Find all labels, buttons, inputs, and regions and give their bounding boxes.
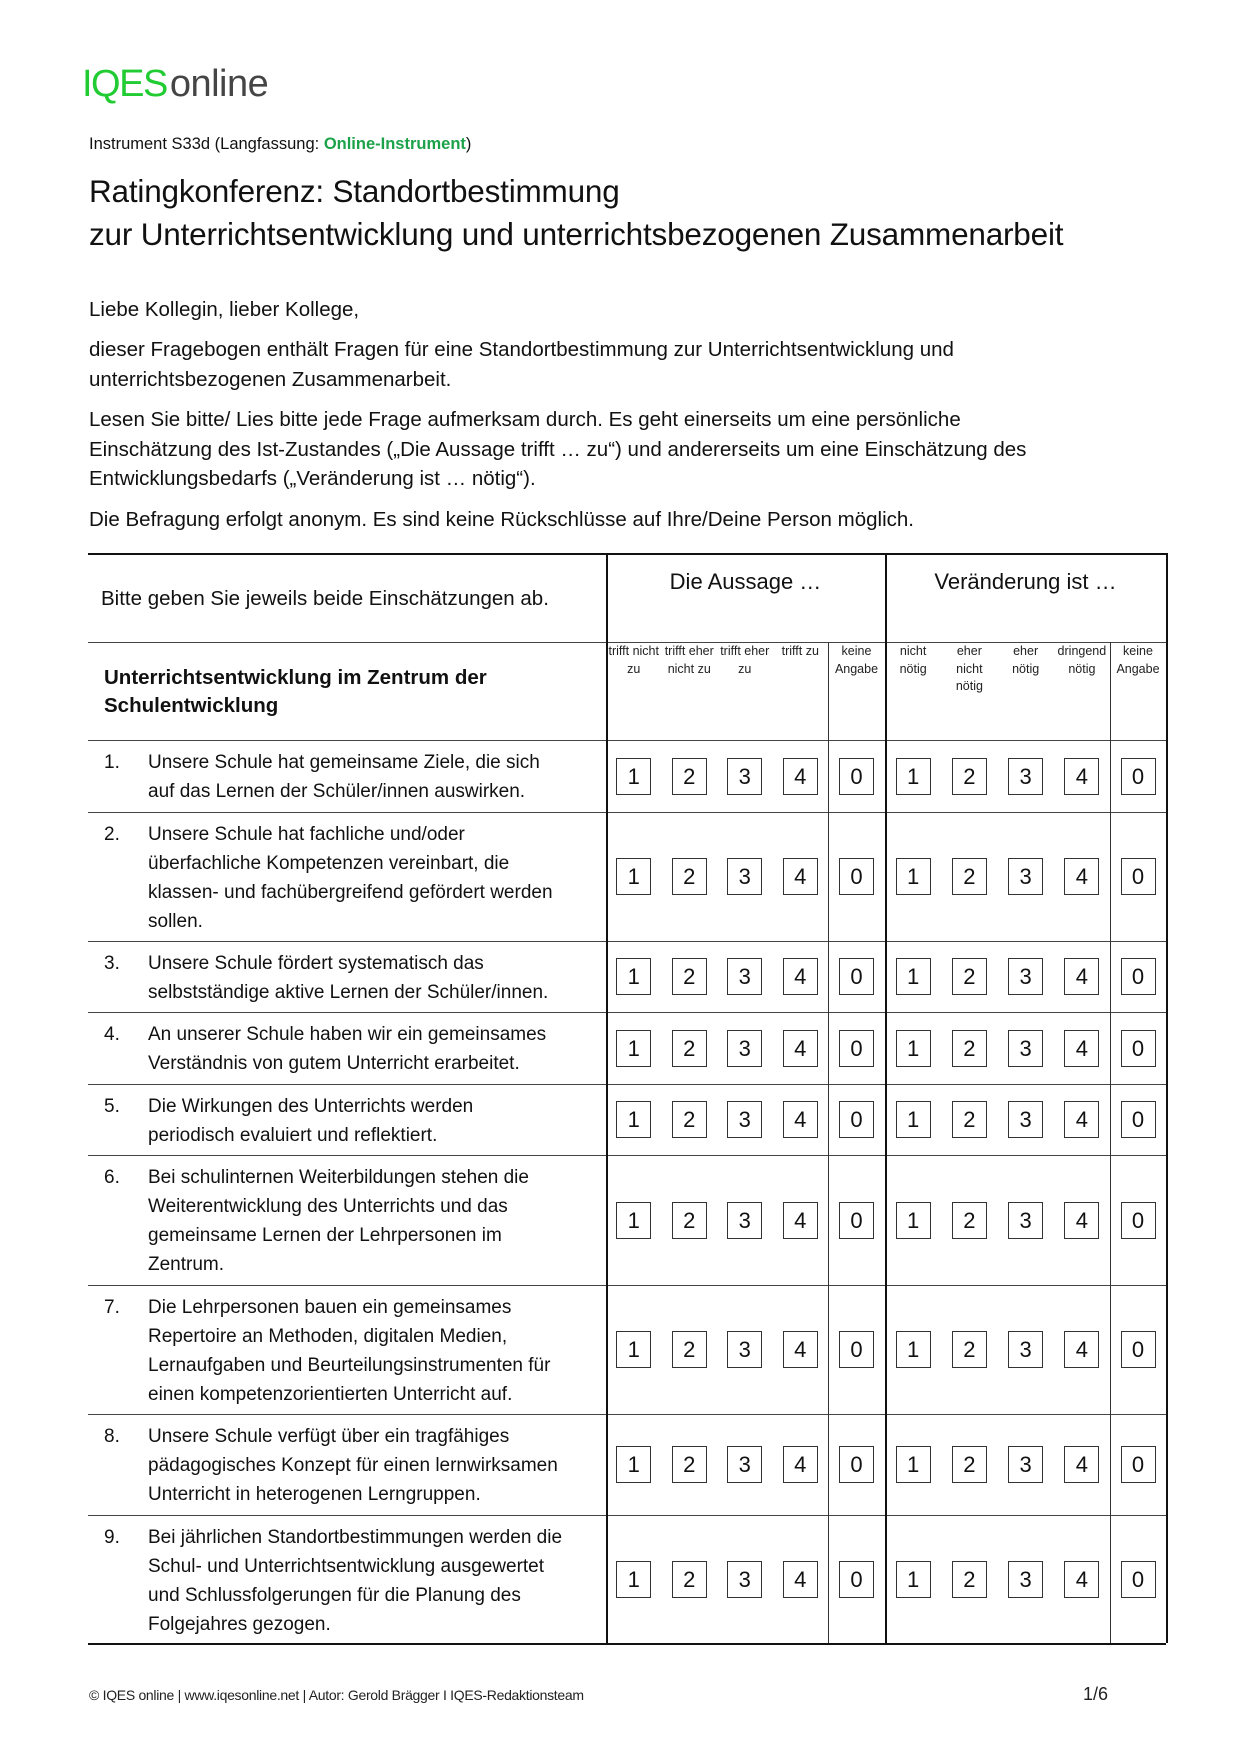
column-divider (828, 642, 829, 1643)
veraenderung-option-checkbox[interactable]: 3 (1008, 758, 1043, 795)
aussage-option-checkbox[interactable]: 0 (839, 1331, 874, 1368)
aussage-option-checkbox[interactable]: 3 (727, 858, 762, 895)
table-rule (88, 740, 1166, 741)
question-text (148, 1523, 598, 1639)
question-number: 1. (104, 752, 120, 773)
veraenderung-option-checkbox[interactable]: 1 (896, 1101, 931, 1138)
table-rule (88, 941, 1166, 942)
veraenderung-option-checkbox[interactable]: 1 (896, 1446, 931, 1483)
aussage-option-checkbox[interactable]: 3 (727, 1446, 762, 1483)
veraenderung-option-checkbox[interactable]: 1 (896, 958, 931, 995)
table-rule (88, 553, 1166, 555)
column-label-line (885, 678, 941, 696)
veraenderung-option-checkbox[interactable]: 4 (1064, 1561, 1099, 1598)
aussage-option-checkbox[interactable]: 2 (672, 958, 707, 995)
aussage-option-checkbox[interactable]: 2 (672, 1561, 707, 1598)
instrument-type: Online-Instrument (323, 135, 466, 153)
question-number: 4. (104, 1024, 120, 1045)
question-text-line: Zentrum. (148, 1254, 225, 1275)
aussage-option-checkbox[interactable]: 0 (839, 1202, 874, 1239)
table-rule (88, 1285, 1166, 1286)
question-text (148, 748, 598, 806)
column-label-line: Angabe (1116, 661, 1160, 676)
veraenderung-option-checkbox[interactable]: 2 (952, 1561, 987, 1598)
column-label-line: nicht (899, 644, 927, 658)
veraenderung-option-checkbox[interactable]: 0 (1121, 1101, 1156, 1138)
question-number: 5. (104, 1096, 120, 1117)
group-title-aussage: Die Aussage … (669, 569, 822, 594)
aussage-option-checkbox[interactable]: 4 (783, 858, 818, 895)
veraenderung-option-checkbox[interactable]: 1 (896, 1331, 931, 1368)
column-label-line: eher (956, 644, 982, 658)
veraenderung-option-checkbox[interactable]: 4 (1064, 1101, 1099, 1138)
aussage-option-checkbox[interactable]: 1 (616, 858, 651, 895)
column-divider (1110, 642, 1111, 1643)
question-text (148, 1422, 598, 1509)
question-text-line: auf das Lernen der Schüler/innen auswirken. (148, 781, 526, 802)
veraenderung-option-checkbox[interactable]: 3 (1008, 1561, 1043, 1598)
table-rule (88, 1155, 1166, 1156)
veraenderung-option-checkbox[interactable]: 1 (896, 1202, 931, 1239)
intro-p1-line: unterrichtsbezogenen Zusammenarbeit. (89, 367, 452, 391)
column-label-line: Angabe (834, 661, 879, 676)
question-text (148, 1293, 598, 1409)
veraenderung-option-checkbox[interactable]: 2 (952, 958, 987, 995)
question-text-line: Lernaufgaben und Beurteilungsinstrumenten für (148, 1355, 551, 1376)
column-label-line: nicht zu (667, 661, 711, 676)
aussage-option-checkbox[interactable]: 4 (783, 958, 818, 995)
question-text-line: Weiterentwicklung des Unterrichts und das (148, 1196, 508, 1217)
column-label-line: nötig (1012, 661, 1040, 676)
question-text-line: pädagogisches Konzept für einen lernwirksamen (148, 1455, 558, 1476)
aussage-option-checkbox[interactable]: 4 (783, 1202, 818, 1239)
column-label-line: keine (1123, 644, 1153, 658)
question-text-line: überfachliche Kompetenzen vereinbart, die (148, 853, 510, 874)
question-text (148, 1163, 598, 1279)
column-divider (885, 553, 887, 1643)
column-label-line: trifft nicht (608, 644, 659, 658)
question-number: 7. (104, 1297, 120, 1318)
aussage-option-checkbox[interactable]: 2 (672, 1202, 707, 1239)
column-label-line (998, 678, 1054, 696)
question-text-line: klassen- und fachübergreifend gefördert werden (148, 882, 553, 903)
column-label-line (1054, 678, 1110, 696)
question-text (148, 820, 598, 936)
veraenderung-option-checkbox[interactable]: 3 (1008, 958, 1043, 995)
instrument-prefix: Instrument S33d (Langfassung: (89, 135, 324, 153)
aussage-option-checkbox[interactable]: 0 (839, 758, 874, 795)
veraenderung-option-checkbox[interactable]: 0 (1121, 1202, 1156, 1239)
iqes-online-logo (82, 62, 268, 106)
intro-p2-line: Lesen Sie bitte/ Lies bitte jede Frage aufmerksam durch. Es geht einerseits um eine persönliche (89, 408, 961, 431)
intro-p2-line: Einschätzung des Ist-Zustandes („Die Aussage trifft … zu“) und andererseits um eine Einschätzung des (89, 437, 1027, 461)
rating-column-label (829, 643, 885, 678)
question-text-line: einen kompetenzorientierten Unterricht auf. (148, 1384, 513, 1405)
veraenderung-option-checkbox[interactable]: 2 (952, 1446, 987, 1483)
question-text (148, 949, 598, 1007)
aussage-option-checkbox[interactable]: 1 (616, 958, 651, 995)
aussage-option-checkbox[interactable]: 0 (839, 1101, 874, 1138)
rating-column-label (717, 643, 773, 678)
aussage-option-checkbox[interactable]: 2 (672, 758, 707, 795)
aussage-option-checkbox[interactable]: 0 (839, 1030, 874, 1067)
column-label-line (772, 661, 828, 679)
question-text-line: Bei schulinternen Weiterbildungen stehen die (148, 1167, 529, 1188)
intro-p1-line: dieser Fragebogen enthält Fragen für eine Standortbestimmung zur Unterrichtsentwicklung und (89, 338, 954, 361)
aussage-option-checkbox[interactable]: 4 (783, 1101, 818, 1138)
intro-paragraph-2 (89, 405, 1179, 494)
question-text-line: Folgejahres gezogen. (148, 1614, 331, 1635)
section-title-line: Schulentwicklung (104, 694, 279, 717)
veraenderung-option-checkbox[interactable]: 2 (952, 858, 987, 895)
aussage-option-checkbox[interactable]: 4 (783, 1030, 818, 1067)
group-title-veraenderung: Veränderung ist … (934, 569, 1117, 594)
table-rule (88, 1084, 1166, 1085)
instrument-suffix: ) (465, 135, 472, 153)
aussage-option-checkbox[interactable]: 4 (783, 758, 818, 795)
column-label-line: zu (627, 661, 641, 676)
veraenderung-option-checkbox[interactable]: 3 (1008, 1202, 1043, 1239)
question-text (148, 1020, 598, 1078)
question-number: 6. (104, 1167, 120, 1188)
question-text-line: Schul- und Unterrichtsentwicklung ausgewertet (148, 1556, 545, 1577)
veraenderung-option-checkbox[interactable]: 1 (896, 758, 931, 795)
aussage-option-checkbox[interactable]: 1 (616, 1101, 651, 1138)
question-text-line: periodisch evaluiert und reflektiert. (148, 1125, 438, 1146)
aussage-option-checkbox[interactable]: 0 (839, 1561, 874, 1598)
question-number: 2. (104, 824, 120, 845)
veraenderung-option-checkbox[interactable]: 4 (1064, 958, 1099, 995)
table-rule (88, 1414, 1166, 1415)
rating-column-label (998, 643, 1054, 696)
aussage-option-checkbox[interactable]: 4 (783, 1331, 818, 1368)
intro-paragraph-3: Die Befragung erfolgt anonym. Es sind keine Rückschlüsse auf Ihre/Deine Person möglich. (89, 508, 914, 531)
aussage-option-checkbox[interactable]: 3 (727, 1030, 762, 1067)
instruction-text: Bitte geben Sie jeweils beide Einschätzungen ab. (101, 587, 549, 610)
veraenderung-option-checkbox[interactable]: 1 (896, 1030, 931, 1067)
veraenderung-option-checkbox[interactable]: 4 (1064, 758, 1099, 795)
footer-text: © IQES online | www.iqesonline.net | Autor: Gerold Brägger I IQES-Redaktionsteam (89, 1687, 584, 1703)
aussage-option-checkbox[interactable]: 3 (727, 958, 762, 995)
aussage-option-checkbox[interactable]: 3 (727, 758, 762, 795)
aussage-option-checkbox[interactable]: 2 (672, 1331, 707, 1368)
column-label-line: nicht (956, 661, 983, 676)
logo-online: online (169, 63, 269, 105)
veraenderung-option-checkbox[interactable]: 3 (1008, 1446, 1043, 1483)
column-label-line: nötig (955, 679, 983, 693)
question-text-line: Unsere Schule hat gemeinsame Ziele, die sich (148, 752, 540, 773)
question-text-line: Unsere Schule hat fachliche und/oder (148, 824, 465, 845)
column-label-line: zu (738, 661, 752, 676)
rating-column-label (661, 643, 717, 678)
aussage-option-checkbox[interactable]: 2 (672, 1101, 707, 1138)
veraenderung-option-checkbox[interactable]: 0 (1121, 758, 1156, 795)
question-text-line: An unserer Schule haben wir ein gemeinsames (148, 1024, 547, 1045)
aussage-option-checkbox[interactable]: 1 (616, 1030, 651, 1067)
title-line-1: Ratingkonferenz: Standortbestimmung (89, 173, 620, 209)
column-label-line: dringend (1057, 644, 1107, 658)
column-label-line: nötig (1068, 661, 1096, 676)
veraenderung-option-checkbox[interactable]: 0 (1121, 1561, 1156, 1598)
rating-table (88, 553, 1166, 1643)
question-text-line: sollen. (148, 911, 203, 932)
veraenderung-option-checkbox[interactable]: 3 (1008, 858, 1043, 895)
rating-column-label (885, 643, 941, 696)
page-title (89, 170, 1063, 256)
table-rule (88, 1643, 1166, 1645)
column-label-line: trifft eher (664, 644, 714, 658)
rating-column-label (772, 643, 828, 678)
veraenderung-option-checkbox[interactable]: 4 (1064, 1030, 1099, 1067)
veraenderung-option-checkbox[interactable]: 0 (1121, 1446, 1156, 1483)
column-label-line: eher (1013, 644, 1039, 658)
question-text-line: und Schlussfolgerungen für die Planung des (148, 1585, 521, 1606)
aussage-option-checkbox[interactable]: 1 (616, 1446, 651, 1483)
column-divider (606, 553, 608, 1643)
question-number: 3. (104, 953, 120, 974)
greeting: Liebe Kollegin, lieber Kollege, (89, 298, 360, 321)
veraenderung-option-checkbox[interactable]: 2 (952, 1030, 987, 1067)
veraenderung-option-checkbox[interactable]: 4 (1064, 1331, 1099, 1368)
question-text-line: Unterricht in heterogenen Lerngruppen. (148, 1484, 481, 1505)
table-rule (88, 812, 1166, 813)
veraenderung-option-checkbox[interactable]: 4 (1064, 858, 1099, 895)
veraenderung-option-checkbox[interactable]: 0 (1121, 958, 1156, 995)
veraenderung-option-checkbox[interactable]: 2 (952, 1202, 987, 1239)
veraenderung-option-checkbox[interactable]: 0 (1121, 858, 1156, 895)
question-text-line: Bei jährlichen Standortbestimmungen werden die (148, 1527, 563, 1548)
intro-p2-line: Entwicklungsbedarfs („Veränderung ist … nötig“). (89, 467, 536, 490)
column-divider (1166, 553, 1168, 1643)
veraenderung-option-checkbox[interactable]: 3 (1008, 1030, 1043, 1067)
question-text (148, 1092, 598, 1150)
title-line-2: zur Unterrichtsentwicklung und unterrichtsbezogenen Zusammenarbeit (89, 216, 1064, 252)
veraenderung-option-checkbox[interactable]: 3 (1008, 1101, 1043, 1138)
question-number: 9. (104, 1527, 120, 1548)
veraenderung-option-checkbox[interactable]: 0 (1121, 1331, 1156, 1368)
veraenderung-option-checkbox[interactable]: 2 (952, 1331, 987, 1368)
question-text-line: Repertoire an Methoden, digitalen Medien, (148, 1326, 508, 1347)
veraenderung-option-checkbox[interactable]: 2 (952, 758, 987, 795)
rating-column-label (1110, 643, 1166, 696)
rating-column-label (606, 643, 662, 678)
column-label-line: trifft eher (720, 644, 770, 658)
aussage-option-checkbox[interactable]: 1 (616, 1202, 651, 1239)
question-text-line: Verständnis von gutem Unterricht erarbeitet. (148, 1053, 520, 1074)
veraenderung-option-checkbox[interactable]: 0 (1121, 1030, 1156, 1067)
veraenderung-option-checkbox[interactable]: 1 (896, 858, 931, 895)
aussage-option-checkbox[interactable]: 3 (727, 1561, 762, 1598)
rating-column-label (1054, 643, 1110, 696)
aussage-option-checkbox[interactable]: 4 (783, 1446, 818, 1483)
question-text-line: Die Lehrpersonen bauen ein gemeinsames (148, 1297, 512, 1318)
intro-paragraph-1 (89, 335, 1179, 394)
section-title (104, 664, 584, 720)
veraenderung-option-checkbox[interactable]: 1 (896, 1561, 931, 1598)
question-text-line: Die Wirkungen des Unterrichts werden (148, 1096, 474, 1117)
question-text-line: gemeinsame Lernen der Lehrpersonen im (148, 1225, 502, 1246)
page-number: 1/6 (1083, 1684, 1109, 1704)
veraenderung-option-checkbox[interactable]: 2 (952, 1101, 987, 1138)
column-label-line: nötig (899, 661, 927, 676)
veraenderung-option-checkbox[interactable]: 4 (1064, 1202, 1099, 1239)
aussage-option-checkbox[interactable]: 3 (727, 1202, 762, 1239)
aussage-option-checkbox[interactable]: 2 (672, 858, 707, 895)
aussage-option-checkbox[interactable]: 1 (616, 1331, 651, 1368)
veraenderung-option-checkbox[interactable]: 4 (1064, 1446, 1099, 1483)
question-text-line: Unsere Schule verfügt über ein tragfähiges (148, 1426, 510, 1447)
aussage-option-checkbox[interactable]: 0 (839, 858, 874, 895)
aussage-option-checkbox[interactable]: 2 (672, 1446, 707, 1483)
aussage-option-checkbox[interactable]: 1 (616, 758, 651, 795)
column-label-line: keine (841, 644, 872, 658)
question-text-line: selbstständige aktive Lernen der Schüler/innen. (148, 982, 549, 1003)
column-label-line (1110, 678, 1166, 696)
logo-iqes: IQES (82, 63, 167, 105)
aussage-option-checkbox[interactable]: 0 (839, 958, 874, 995)
question-number: 8. (104, 1426, 120, 1447)
instrument-label (89, 134, 471, 154)
aussage-option-checkbox[interactable]: 0 (839, 1446, 874, 1483)
aussage-option-checkbox[interactable]: 1 (616, 1561, 651, 1598)
table-rule (88, 1012, 1166, 1013)
column-label-line: trifft zu (781, 644, 819, 658)
question-text-line: Unsere Schule fördert systematisch das (148, 953, 484, 974)
rating-column-label (941, 643, 997, 696)
aussage-option-checkbox[interactable]: 4 (783, 1561, 818, 1598)
table-rule (88, 1515, 1166, 1516)
aussage-option-checkbox[interactable]: 2 (672, 1030, 707, 1067)
aussage-option-checkbox[interactable]: 3 (727, 1331, 762, 1368)
veraenderung-option-checkbox[interactable]: 3 (1008, 1331, 1043, 1368)
aussage-option-checkbox[interactable]: 3 (727, 1101, 762, 1138)
section-title-line: Unterrichtsentwicklung im Zentrum der (104, 666, 487, 689)
